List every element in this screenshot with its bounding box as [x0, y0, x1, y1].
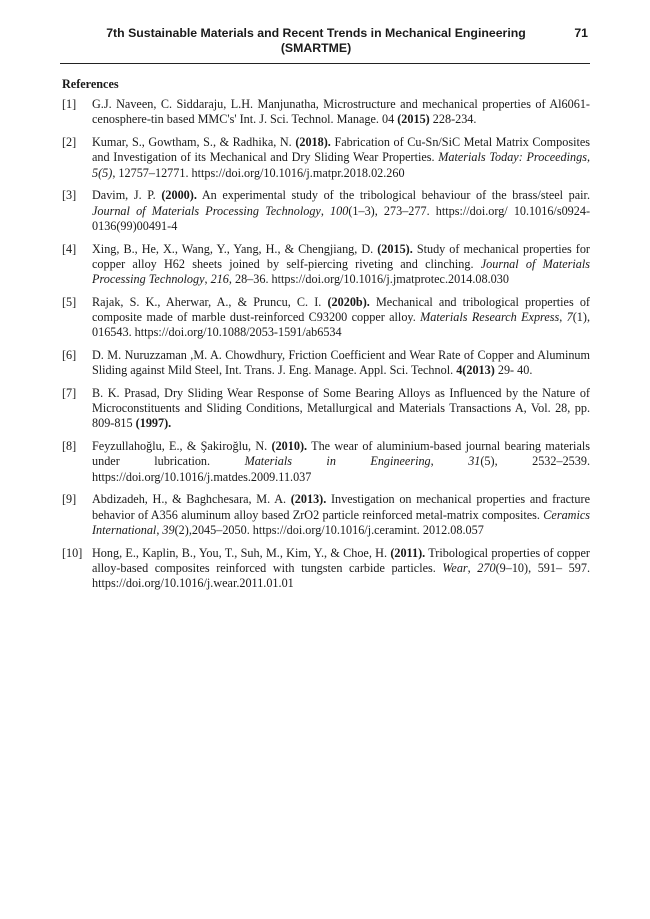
references-heading: References	[62, 77, 119, 91]
reference-item	[60, 295, 590, 341]
reference-item	[60, 188, 590, 234]
reference-text	[92, 295, 590, 341]
reference-source: Wear	[442, 560, 468, 575]
reference-segment: 228-234.	[429, 112, 477, 127]
reference-text	[92, 492, 590, 538]
reference-segment: D. M. Nuruzzaman ,M. A. Chowdhury, Friction Coefficient and Wear Rate of Copper and Aluminum Sliding against Mild Steel, Int. Trans. J. Eng. Manage. Appl. Sci. Technol.	[92, 348, 590, 378]
reference-segment: B. K. Prasad, Dry Sliding Wear Response of Some Bearing Alloys as Influenced by the Nature of Microconstituents and Sliding Conditions, Metallurgical and Materials Transactions A, Vol. 28, pp. 809-815	[92, 386, 590, 431]
reference-segment: Feyzullahoğlu, E., & Şakiroğlu, N.	[92, 439, 272, 454]
conference-title-line-1: 7th Sustainable Materials and Recent Trends in Mechanical Engineering	[106, 26, 526, 40]
reference-year: (2015)	[397, 112, 430, 127]
reference-item	[60, 492, 590, 538]
reference-number: [9]	[62, 492, 77, 507]
reference-segment: ,	[559, 310, 567, 325]
reference-source: Materials Today: Proceedings, 5(5)	[92, 150, 590, 180]
reference-segment: ,	[204, 272, 211, 287]
reference-text	[92, 439, 590, 485]
reference-list	[60, 97, 590, 591]
reference-number: [4]	[62, 241, 77, 256]
reference-segment: , 28–36. https://doi.org/10.1016/j.jmatprotec.2014.08.030	[228, 272, 509, 287]
reference-source: Materials in Engineering	[244, 454, 431, 469]
reference-segment: Tribological properties of copper alloy-based composites reinforced with tungsten carbide particles.	[92, 545, 590, 575]
reference-source: Journal of Materials Processing Technology	[92, 256, 590, 287]
reference-year: (2013).	[290, 492, 327, 507]
reference-segment: Rajak, S. K., Aherwar, A., & Pruncu, C. I.	[92, 294, 328, 309]
reference-number: [1]	[62, 97, 77, 112]
reference-segment: Study of mechanical properties for copper alloy H62 sheets joined by self-piercing riveting and clinching.	[92, 241, 590, 271]
reference-source: 7	[566, 310, 573, 325]
reference-number: [6]	[62, 348, 77, 363]
reference-item	[60, 135, 590, 181]
reference-year: (2020b).	[327, 294, 370, 309]
reference-segment: An experimental study of the tribological behaviour of the brass/steel pair.	[196, 188, 590, 203]
reference-segment: ,	[467, 560, 478, 575]
reference-segment: (1), 016543. https://doi.org/10.1088/2053-1591/ab6534	[92, 310, 590, 340]
reference-segment: Hong, E., Kaplin, B., You, T., Suh, M., Kim, Y., & Choe, H.	[92, 545, 391, 560]
reference-item	[60, 439, 590, 485]
reference-source: Journal of Materials Processing Technology	[92, 203, 321, 218]
reference-source: 31	[468, 454, 481, 469]
reference-source: 216	[210, 272, 229, 287]
reference-number: [2]	[62, 135, 77, 150]
reference-segment: Kumar, S., Gowtham, S., & Radhika, N.	[92, 135, 296, 150]
references-section	[60, 77, 590, 599]
reference-segment: ,	[430, 454, 469, 469]
reference-item	[60, 546, 590, 592]
reference-year: (1997).	[135, 416, 172, 431]
reference-segment: Xing, B., He, X., Wang, Y., Yang, H., & Chengjiang, D.	[92, 241, 378, 256]
reference-number: [3]	[62, 188, 77, 203]
page-header	[60, 26, 590, 56]
reference-segment: Investigation on mechanical properties and fracture behavior of A356 aluminum alloy based ZrO2 particle reinforced metal-matrix composites.	[92, 492, 590, 522]
reference-year: (2015).	[377, 241, 413, 256]
reference-segment: Abdizadeh, H., & Baghchesara, M. A.	[92, 492, 291, 507]
reference-text	[92, 386, 590, 432]
reference-segment: The wear of aluminium-based journal bearing materials under lubrication.	[92, 439, 590, 469]
reference-segment: G.J. Naveen, C. Siddaraju, L.H. Manjunatha, Microstructure and mechanical properties of Al6061- cenosphere-tin based MMC's' Int. J. Sci. Technol. Manage. 04	[92, 97, 590, 127]
header-divider	[60, 63, 590, 64]
reference-segment: (2),2045–2050. https://doi.org/10.1016/j.ceramint. 2012.08.057	[174, 522, 484, 537]
reference-year: (2010).	[271, 439, 308, 454]
page-number: 71	[574, 26, 588, 40]
reference-text	[92, 546, 590, 592]
reference-source: 39	[162, 522, 175, 537]
reference-segment: (1–3), 273–277. https://doi.org/ 10.1016/s0924-0136(99)00491-4	[92, 203, 590, 233]
reference-number: [8]	[62, 439, 77, 454]
reference-source: Ceramics International	[92, 507, 590, 537]
reference-text	[92, 242, 590, 288]
reference-item	[60, 386, 590, 432]
reference-year: 4(2013)	[456, 363, 495, 378]
reference-segment: ,	[320, 203, 331, 218]
reference-year: (2011).	[390, 545, 426, 560]
reference-text	[92, 348, 590, 378]
reference-number: [7]	[62, 386, 77, 401]
reference-segment: (9–10), 591– 597. https://doi.org/10.1016/j.wear.2011.01.01	[92, 560, 590, 591]
reference-year: (2018).	[295, 135, 331, 150]
reference-text	[92, 135, 590, 181]
reference-segment: 29- 40.	[494, 363, 533, 378]
reference-item	[60, 348, 590, 378]
reference-source: 270	[477, 560, 496, 575]
reference-item	[60, 242, 590, 288]
reference-segment: ,	[156, 522, 163, 537]
reference-segment: Davim, J. P.	[92, 188, 162, 203]
reference-segment: , 12757–12771. https://doi.org/10.1016/j.matpr.2018.02.260	[112, 165, 405, 180]
reference-segment: Fabrication of Cu-Sn/SiC Metal Matrix Composites and Investigation of its Mechanical and Dry Sliding Wear Properties.	[92, 135, 590, 165]
reference-number: [10]	[62, 545, 83, 560]
reference-text	[92, 188, 590, 234]
reference-text	[92, 97, 590, 127]
reference-year: (2000).	[161, 188, 197, 203]
reference-segment: Mechanical and tribological properties of composite made of marble dust-reinforced C93200 copper alloy.	[92, 294, 590, 325]
conference-title	[60, 26, 590, 56]
reference-item	[60, 97, 590, 127]
reference-source: Materials Research Express	[420, 310, 560, 325]
conference-title-line-2: (SMARTME)	[280, 41, 352, 55]
reference-number: [5]	[62, 294, 77, 309]
reference-segment: (5), 2532–2539. https://doi.org/10.1016/j.matdes.2009.11.037	[92, 454, 591, 484]
reference-source: 100	[330, 203, 349, 218]
